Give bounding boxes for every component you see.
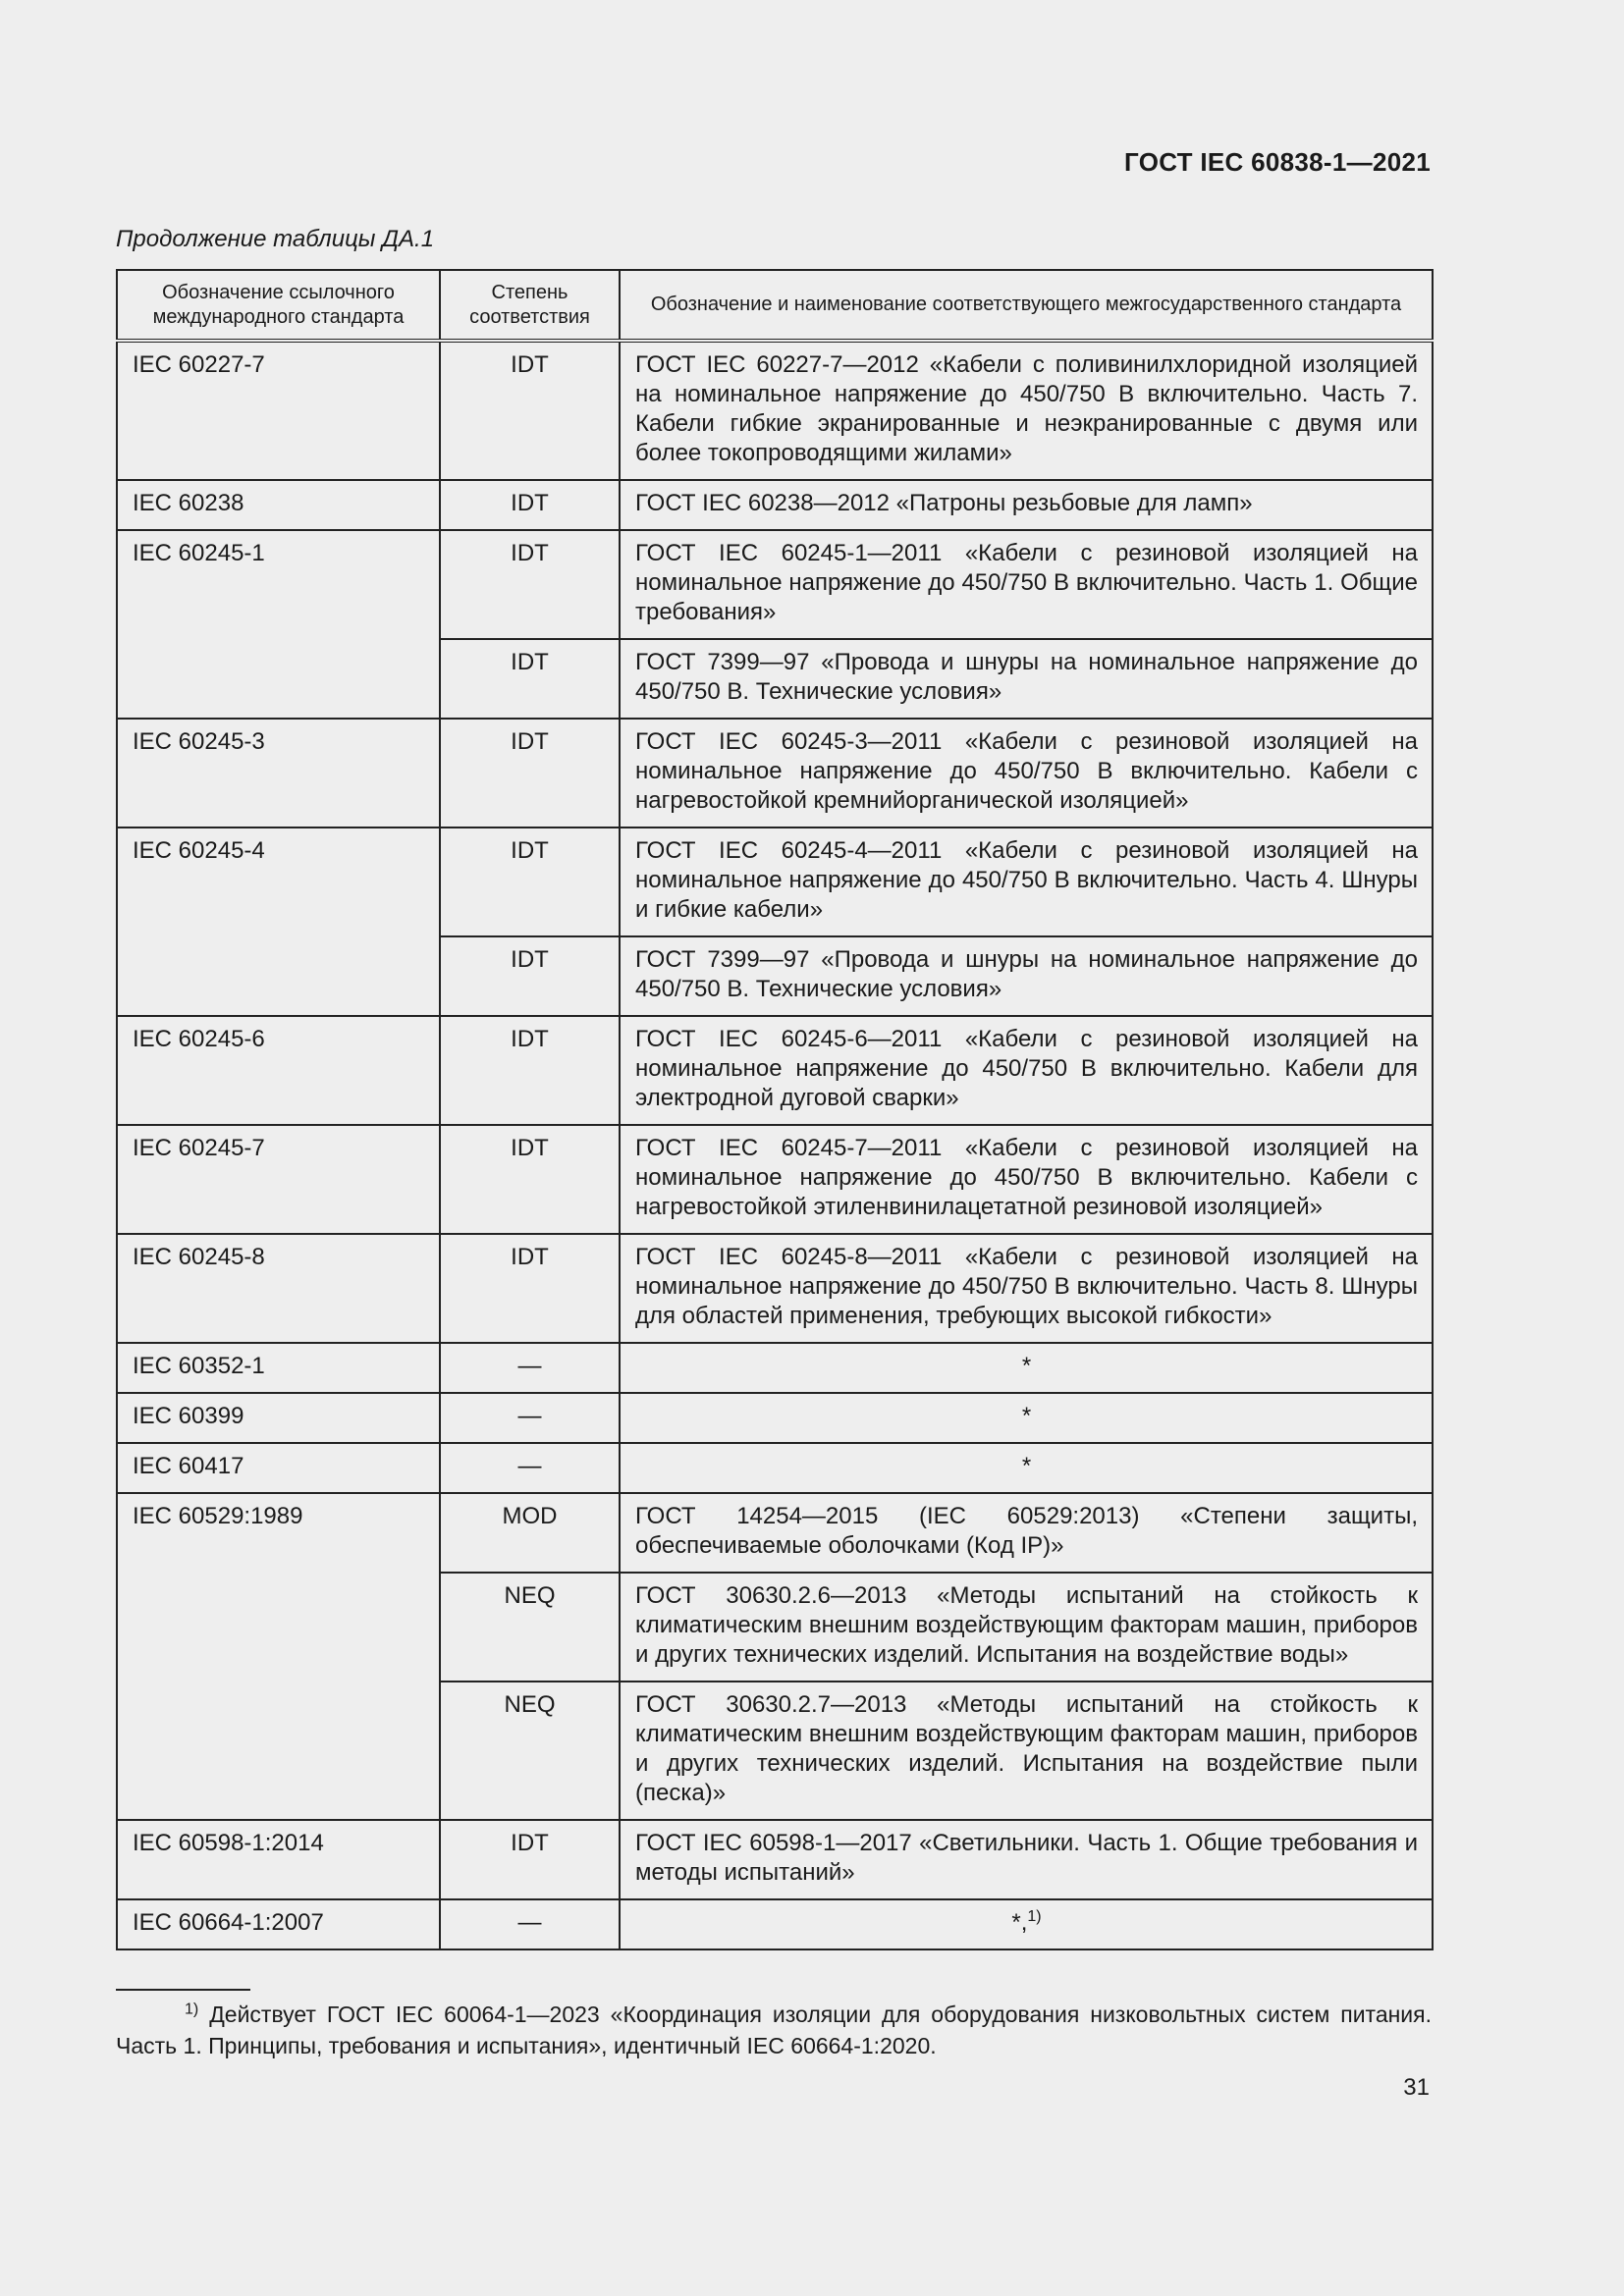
footnote-ref: 1) <box>1027 1908 1042 1925</box>
table-row <box>117 1899 1433 1949</box>
table-row <box>117 1820 1433 1899</box>
table-row <box>117 1343 1433 1393</box>
ref-cell: IEC 60399 <box>117 1393 440 1443</box>
table-row <box>117 1234 1433 1343</box>
degree-cell: IDT <box>440 480 620 530</box>
ref-cell: IEC 60245-6 <box>117 1016 440 1125</box>
degree-cell: IDT <box>440 719 620 828</box>
table-row <box>117 341 1433 480</box>
star-mark: *, <box>1011 1909 1028 1936</box>
table-row <box>117 480 1433 530</box>
degree-cell: — <box>440 1443 620 1493</box>
standard-name-cell: ГОСТ 7399—97 «Провода и шнуры на номинальное напряжение до 450/750 В. Технические условия» <box>620 936 1433 1016</box>
degree-cell: — <box>440 1899 620 1949</box>
standard-name-cell: ГОСТ IEC 60245-4—2011 «Кабели с резиновой изоляцией на номинальное напряжение до 450/750 В включительно. Часть 4. Шнуры и гибкие кабели» <box>620 828 1433 936</box>
degree-cell: — <box>440 1393 620 1443</box>
degree-cell: IDT <box>440 1820 620 1899</box>
standards-table <box>116 269 1434 1950</box>
ref-cell: IEC 60245-7 <box>117 1125 440 1234</box>
degree-cell: — <box>440 1343 620 1393</box>
standard-name-cell: * <box>620 1443 1433 1493</box>
footnote-marker: 1) <box>185 2001 199 2018</box>
ref-cell: IEC 60417 <box>117 1443 440 1493</box>
ref-cell: IEC 60245-1 <box>117 530 440 719</box>
degree-cell: IDT <box>440 1125 620 1234</box>
table-row <box>117 1016 1433 1125</box>
footnote-rule <box>116 1989 250 1991</box>
table-row <box>117 1443 1433 1493</box>
standard-name-cell: ГОСТ IEC 60245-7—2011 «Кабели с резиновой изоляцией на номинальное напряжение до 450/750 В включительно. Кабели с нагревостойкой этиленвинилацетатной резиновой изоляцией» <box>620 1125 1433 1234</box>
standard-name-cell: ГОСТ 7399—97 «Провода и шнуры на номинальное напряжение до 450/750 В. Технические условия» <box>620 639 1433 719</box>
degree-cell: MOD <box>440 1493 620 1573</box>
degree-cell: NEQ <box>440 1573 620 1682</box>
standard-name-cell: ГОСТ 14254—2015 (IEC 60529:2013) «Степени защиты, обеспечиваемые оболочками (Код IP)» <box>620 1493 1433 1573</box>
degree-cell: IDT <box>440 1234 620 1343</box>
standard-name-cell: ГОСТ IEC 60245-3—2011 «Кабели с резиновой изоляцией на номинальное напряжение до 450/750 В включительно. Кабели с нагревостойкой кремнийорганической изоляцией» <box>620 719 1433 828</box>
standard-name-cell: ГОСТ IEC 60245-6—2011 «Кабели с резиновой изоляцией на номинальное напряжение до 450/750 В включительно. Кабели для электродной дуговой сварки» <box>620 1016 1433 1125</box>
standard-name-cell <box>620 1899 1433 1949</box>
degree-cell: IDT <box>440 828 620 936</box>
table-row <box>117 719 1433 828</box>
header-interstate-standard: Обозначение и наименование соответствующего межгосударственного стандарта <box>620 270 1433 341</box>
standard-name-cell: ГОСТ IEC 60227-7—2012 «Кабели с поливинилхлоридной изоляцией на номинальное напряжение до 450/750 В включительно. Часть 7. Кабели гибкие экранированные и неэкранированные с двумя или более токопроводящими жилами» <box>620 341 1433 480</box>
table-row <box>117 828 1433 936</box>
table-row <box>117 1125 1433 1234</box>
table-row <box>117 1393 1433 1443</box>
ref-cell: IEC 60352-1 <box>117 1343 440 1393</box>
degree-cell: IDT <box>440 341 620 480</box>
ref-cell: IEC 60598-1:2014 <box>117 1820 440 1899</box>
standard-name-cell: ГОСТ IEC 60238—2012 «Патроны резьбовые для ламп» <box>620 480 1433 530</box>
ref-cell: IEC 60245-8 <box>117 1234 440 1343</box>
ref-cell: IEC 60245-4 <box>117 828 440 1016</box>
degree-cell: NEQ <box>440 1682 620 1820</box>
header-degree: Степень соответствия <box>440 270 620 341</box>
footnote <box>116 1999 1432 2061</box>
degree-cell: IDT <box>440 530 620 639</box>
standard-name-cell: ГОСТ 30630.2.6—2013 «Методы испытаний на стойкость к климатическим внешним воздействующим факторам машин, приборов и других технических изделий. Испытания на воздействие воды» <box>620 1573 1433 1682</box>
ref-cell: IEC 60664-1:2007 <box>117 1899 440 1949</box>
standard-name-cell: ГОСТ IEC 60245-1—2011 «Кабели с резиновой изоляцией на номинальное напряжение до 450/750 В включительно. Часть 1. Общие требования» <box>620 530 1433 639</box>
degree-cell: IDT <box>440 936 620 1016</box>
table-row <box>117 530 1433 639</box>
footnote-text: Действует ГОСТ IEC 60064-1—2023 «Координация изоляции для оборудования низковольтных систем питания. Часть 1. Принципы, требования и испытания», идентичный IEC 60664-1:2020. <box>116 2002 1433 2058</box>
table-row <box>117 1493 1433 1573</box>
degree-cell: IDT <box>440 1016 620 1125</box>
degree-cell: IDT <box>440 639 620 719</box>
standard-name-cell: * <box>620 1343 1433 1393</box>
ref-cell: IEC 60238 <box>117 480 440 530</box>
ref-cell: IEC 60245-3 <box>117 719 440 828</box>
standard-name-cell: * <box>620 1393 1433 1443</box>
ref-cell: IEC 60529:1989 <box>117 1493 440 1820</box>
standard-name-cell: ГОСТ IEC 60598-1—2017 «Светильники. Часть 1. Общие требования и методы испытаний» <box>620 1820 1433 1899</box>
page-number: 31 <box>1403 2074 1430 2101</box>
ref-cell: IEC 60227-7 <box>117 341 440 480</box>
standard-name-cell: ГОСТ IEC 60245-8—2011 «Кабели с резиновой изоляцией на номинальное напряжение до 450/750 В включительно. Часть 8. Шнуры для областей применения, требующих высокой гибкости» <box>620 1234 1433 1343</box>
standard-name-cell: ГОСТ 30630.2.7—2013 «Методы испытаний на стойкость к климатическим внешним воздействующим факторам машин, приборов и других технических изделий. Испытания на воздействие пыли (песка)» <box>620 1682 1433 1820</box>
table-header-row <box>117 270 1433 341</box>
header-ref-standard: Обозначение ссылочного международного стандарта <box>117 270 440 341</box>
document-code: ГОСТ IEC 60838-1—2021 <box>1124 147 1431 177</box>
table-caption: Продолжение таблицы ДА.1 <box>116 226 435 252</box>
